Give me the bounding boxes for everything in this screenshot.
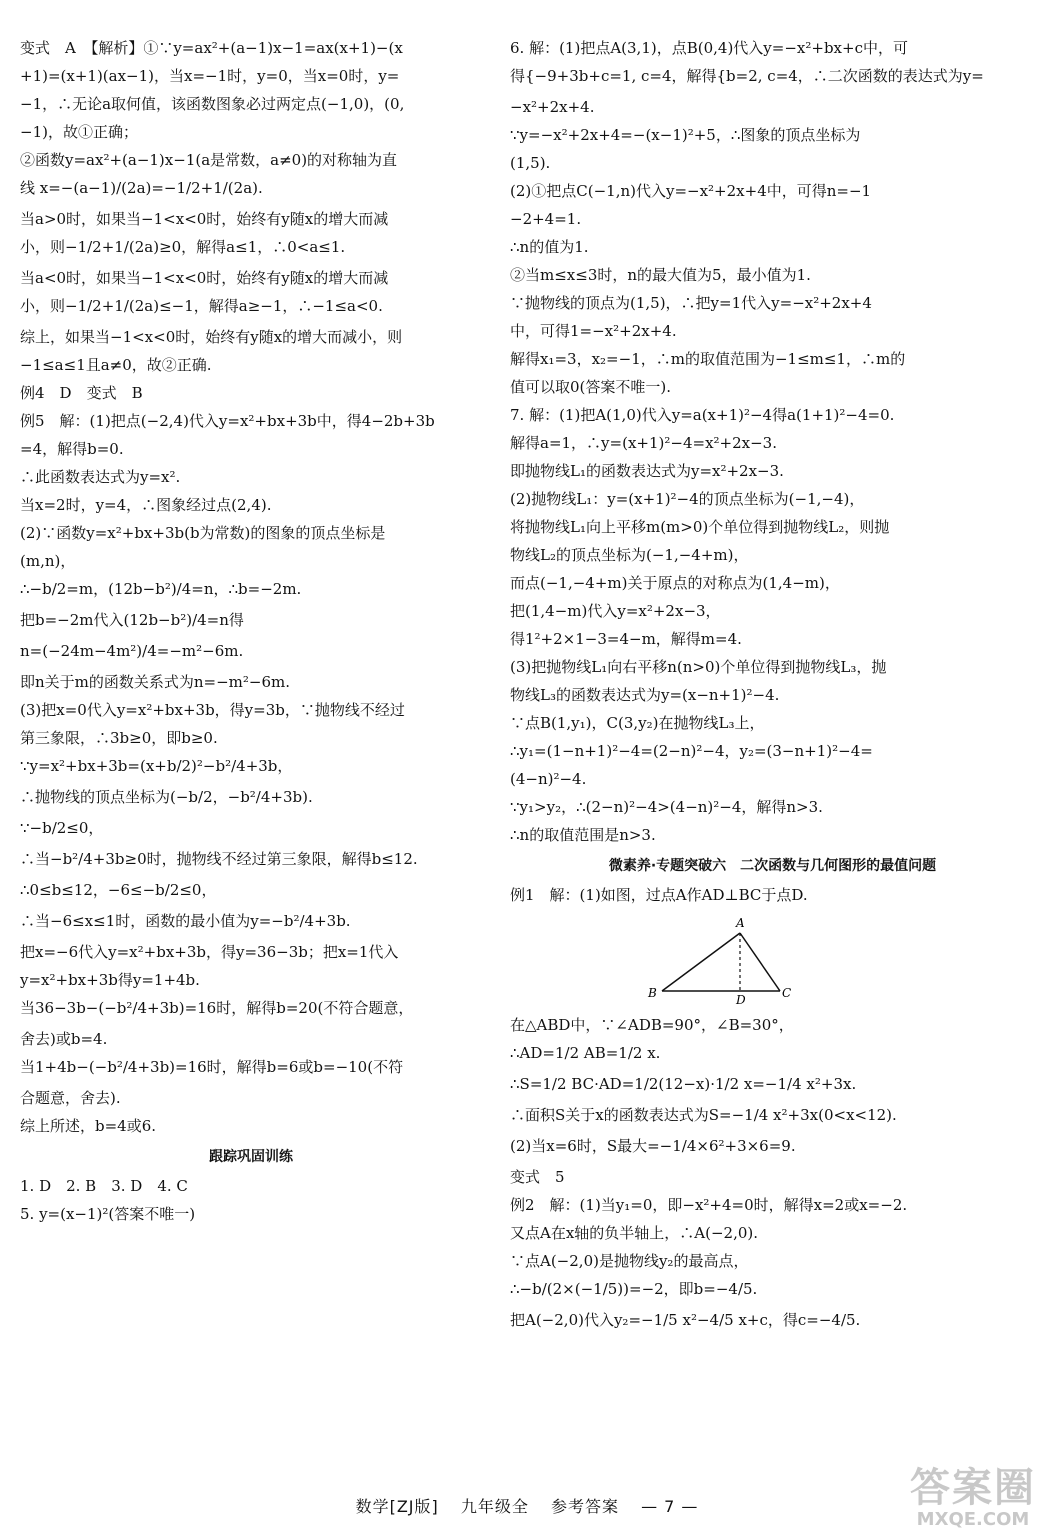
text-line: 6. 解：(1)把点A(3,1)，点B(0,4)代入y=−x²+bx+c中，可	[510, 39, 908, 57]
text-line: 综上所述，b=4或6.	[20, 1117, 157, 1135]
text-line: 物线L₃的函数表达式为y=(x−n+1)²−4.	[510, 686, 780, 704]
text-line: 把(1,4−m)代入y=x²+2x−3，	[510, 602, 721, 620]
text-line: −x²+2x+4.	[510, 98, 595, 116]
text-line: 物线L₂的顶点坐标为(−1,−4+m)，	[510, 546, 749, 564]
text-line: (2)抛物线L₁：y=(x+1)²−4的顶点坐标为(−1,−4)，	[510, 490, 865, 508]
text-line: ∵抛物线的顶点为(1,5)，∴把y=1代入y=−x²+2x+4	[510, 294, 872, 312]
left-tail-lines	[20, 1178, 482, 1223]
text-line: 1. D 2. B 3. D 4. C	[20, 1177, 188, 1195]
page-footer	[0, 1494, 1054, 1517]
triangle-diagram	[640, 915, 790, 1005]
text-line: 即抛物线L₁的函数表达式为y=x²+2x−3.	[510, 462, 784, 480]
text-line: 解得a=1，∴y=(x+1)²−4=x²+2x−3.	[510, 434, 777, 452]
text-line: 中，可得1=−x²+2x+4.	[510, 322, 677, 340]
text-line: ∵y₁>y₂，∴(2−n)²−4>(4−n)²−4，解得n>3.	[510, 798, 823, 816]
text-line: 5. y=(x−1)²(答案不唯一)	[20, 1205, 196, 1223]
text-line: ∵点B(1,y₁)，C(3,y₂)在抛物线L₃上，	[510, 714, 765, 732]
text-line: 舍去)或b=4.	[20, 1030, 108, 1048]
text-line: 第三象限，∴3b≥0，即b≥0.	[20, 729, 218, 747]
left-column	[20, 40, 482, 1234]
text-line: ∵点A(−2,0)是抛物线y₂的最高点，	[510, 1252, 749, 1270]
text-line: 把A(−2,0)代入y₂=−1/5 x²−4/5 x+c，得c=−4/5.	[510, 1311, 861, 1329]
text-line: 变式 5	[510, 1168, 565, 1186]
text-line: +1)=(x+1)(ax−1)，当x=−1时，y=0，当x=0时，y=	[20, 67, 400, 85]
text-line: =4，解得b=0.	[20, 440, 124, 458]
footer-grade: 九年级全	[460, 1497, 529, 1516]
text-line: n=(−24m−4m²)/4=−m²−6m.	[20, 642, 244, 660]
text-line: ∴0≤b≤12，−6≤−b/2≤0，	[20, 881, 217, 899]
text-line: 小，则−1/2+1/(2a)≥0，解得a≤1，∴0<a≤1.	[20, 238, 346, 256]
text-line: −1≤a≤1且a≠0，故②正确.	[20, 356, 212, 374]
text-line: 合题意，舍去).	[20, 1089, 121, 1107]
text-line: ∴S=1/2 BC·AD=1/2(12−x)·1/2 x=−1/4 x²+3x.	[510, 1075, 857, 1093]
text-line: 当x=2时，y=4，∴图象经过点(2,4).	[20, 496, 272, 514]
text-line: ∴y₁=(1−n+1)²−4=(2−n)²−4，y₂=(3−n+1)²−4=	[510, 742, 873, 760]
text-line: 把b=−2m代入(12b−b²)/4=n得	[20, 611, 244, 629]
label-d: D	[736, 993, 746, 1007]
text-line: ∴−b/(2×(−1/5))=−2，即b=−4/5.	[510, 1280, 758, 1298]
text-line: 即n关于m的函数关系式为n=−m²−6m.	[20, 673, 291, 691]
text-line: −1)，故①正确；	[20, 123, 138, 141]
right-column	[510, 40, 1035, 1343]
text-line: ∴面积S关于x的函数表达式为S=−1/4 x²+3x(0<x<12).	[510, 1106, 897, 1124]
text-line: ∴−b/2=m，(12b−b²)/4=n，∴b=−2m.	[20, 580, 302, 598]
text-line: 将抛物线L₁向上平移m(m>0)个单位得到抛物线L₂，则抛	[510, 518, 890, 536]
text-line: 变式 A 【解析】①∵y=ax²+(a−1)x−1=ax(x+1)−(x	[20, 39, 403, 57]
text-line: (2)∵函数y=x²+bx+3b(b为常数)的图象的顶点坐标是	[20, 524, 386, 542]
example1-intro: 例1 解：(1)如图，过点A作AD⊥BC于点D.	[510, 886, 808, 904]
right-solution-lines-a	[510, 40, 1035, 844]
text-line: (m,n)，	[20, 552, 76, 570]
watermark-url: MXQE.COM	[916, 1509, 1030, 1530]
text-line: 而点(−1,−4+m)关于原点的对称点为(1,4−m)，	[510, 574, 840, 592]
text-line: ∴n的值为1.	[510, 238, 589, 256]
right-solution-lines-b	[510, 1017, 1035, 1329]
watermark-text: 答案圈	[910, 1465, 1036, 1511]
text-line: ∴抛物线的顶点坐标为(−b/2，−b²/4+3b).	[20, 788, 313, 806]
footer-subject: 数学[ZJ版]	[355, 1497, 439, 1516]
text-line: 例2 解：(1)当y₁=0，即−x²+4=0时，解得x=2或x=−2.	[510, 1196, 908, 1214]
text-line: 解得x₁=3，x₂=−1，∴m的取值范围为−1≤m≤1，∴m的	[510, 350, 906, 368]
text-line: (3)把抛物线L₁向右平移n(n>0)个单位得到抛物线L₃，抛	[510, 658, 887, 676]
text-line: 小，则−1/2+1/(2a)≤−1，解得a≥−1，∴−1≤a<0.	[20, 297, 383, 315]
text-line: 又点A在x轴的负半轴上，∴A(−2,0).	[510, 1224, 759, 1242]
text-line: 在△ABD中，∵∠ADB=90°，∠B=30°，	[510, 1016, 794, 1034]
side-ab	[662, 933, 740, 991]
text-line: 把x=−6代入y=x²+bx+3b，得y=36−3b；把x=1代入	[20, 943, 399, 961]
text-line: 得{−9+3b+c=1, c=4，解得{b=2, c=4，∴二次函数的表达式为y=	[510, 67, 984, 85]
side-ac	[740, 933, 780, 991]
text-line: −1，∴无论a取何值，该函数图象必过两定点(−1,0)，(0,	[20, 95, 405, 113]
text-line: 得1²+2×1−3=4−m，解得m=4.	[510, 630, 742, 648]
footer-label: 参考答案	[550, 1497, 619, 1516]
text-line: ②当m≤x≤3时，n的最大值为5，最小值为1.	[510, 266, 811, 284]
text-line: (3)把x=0代入y=x²+bx+3b，得y=3b，∵抛物线不经过	[20, 701, 405, 719]
text-line: 例5 解：(1)把点(−2,4)代入y=x²+bx+3b中，得4−2b+3b	[20, 412, 435, 430]
right-section-title: 微素养·专题突破六 二次函数与几何图形的最值问题	[608, 858, 937, 874]
text-line: 综上，如果当−1<x<0时，始终有y随x的增大而减小，则	[20, 328, 403, 346]
text-line: ∵−b/2≤0，	[20, 819, 104, 837]
text-line: (1,5).	[510, 154, 551, 172]
text-line: ∴n的取值范围是n>3.	[510, 826, 656, 844]
text-line: 当a>0时，如果当−1<x<0时，始终有y随x的增大而减	[20, 210, 389, 228]
footer-page-number: — 7 —	[641, 1497, 699, 1516]
text-line: ∴此函数表达式为y=x².	[20, 468, 181, 486]
text-line: −2+4=1.	[510, 210, 582, 228]
label-a: A	[736, 916, 745, 930]
text-line: (2)当x=6时，S最大=−1/4×6²+3×6=9.	[510, 1137, 796, 1155]
text-line: ②函数y=ax²+(a−1)x−1(a是常数，a≠0)的对称轴为直	[20, 151, 398, 169]
text-line: ∴AD=1/2 AB=1/2 x.	[510, 1044, 661, 1062]
label-b: B	[648, 986, 657, 1000]
text-line: 值可以取0(答案不唯一).	[510, 378, 672, 396]
text-line: 7. 解：(1)把A(1,0)代入y=a(x+1)²−4得a(1+1)²−4=0.	[510, 406, 895, 424]
text-line: ∴当−b²/4+3b≥0时，抛物线不经过第三象限，解得b≤12.	[20, 850, 418, 868]
text-line: (4−n)²−4.	[510, 770, 587, 788]
text-line: y=x²+bx+3b得y=1+4b.	[20, 971, 200, 989]
left-solution-lines	[20, 40, 482, 1135]
watermark-logo	[910, 1467, 1036, 1530]
text-line: 当1+4b−(−b²/4+3b)=16时，解得b=6或b=−10(不符	[20, 1058, 404, 1076]
text-line: (2)①把点C(−1,n)代入y=−x²+2x+4中，可得n=−1	[510, 182, 872, 200]
text-line: 当36−3b−(−b²/4+3b)=16时，解得b=20(不符合题意，	[20, 999, 414, 1017]
text-line: 线 x=−(a−1)/(2a)=−1/2+1/(2a).	[20, 179, 263, 197]
text-line: ∵y=x²+bx+3b=(x+b/2)²−b²/4+3b，	[20, 757, 293, 775]
text-line: 例4 D 变式 B	[20, 384, 143, 402]
text-line: ∵y=−x²+2x+4=−(x−1)²+5，∴图象的顶点坐标为	[510, 126, 861, 144]
text-line: 当a<0时，如果当−1<x<0时，始终有y随x的增大而减	[20, 269, 389, 287]
triangle-figure	[510, 915, 1035, 1007]
label-c: C	[782, 986, 792, 1000]
text-line: ∴当−6≤x≤1时，函数的最小值为y=−b²/4+3b.	[20, 912, 351, 930]
left-section-title: 跟踪巩固训练	[209, 1149, 293, 1165]
